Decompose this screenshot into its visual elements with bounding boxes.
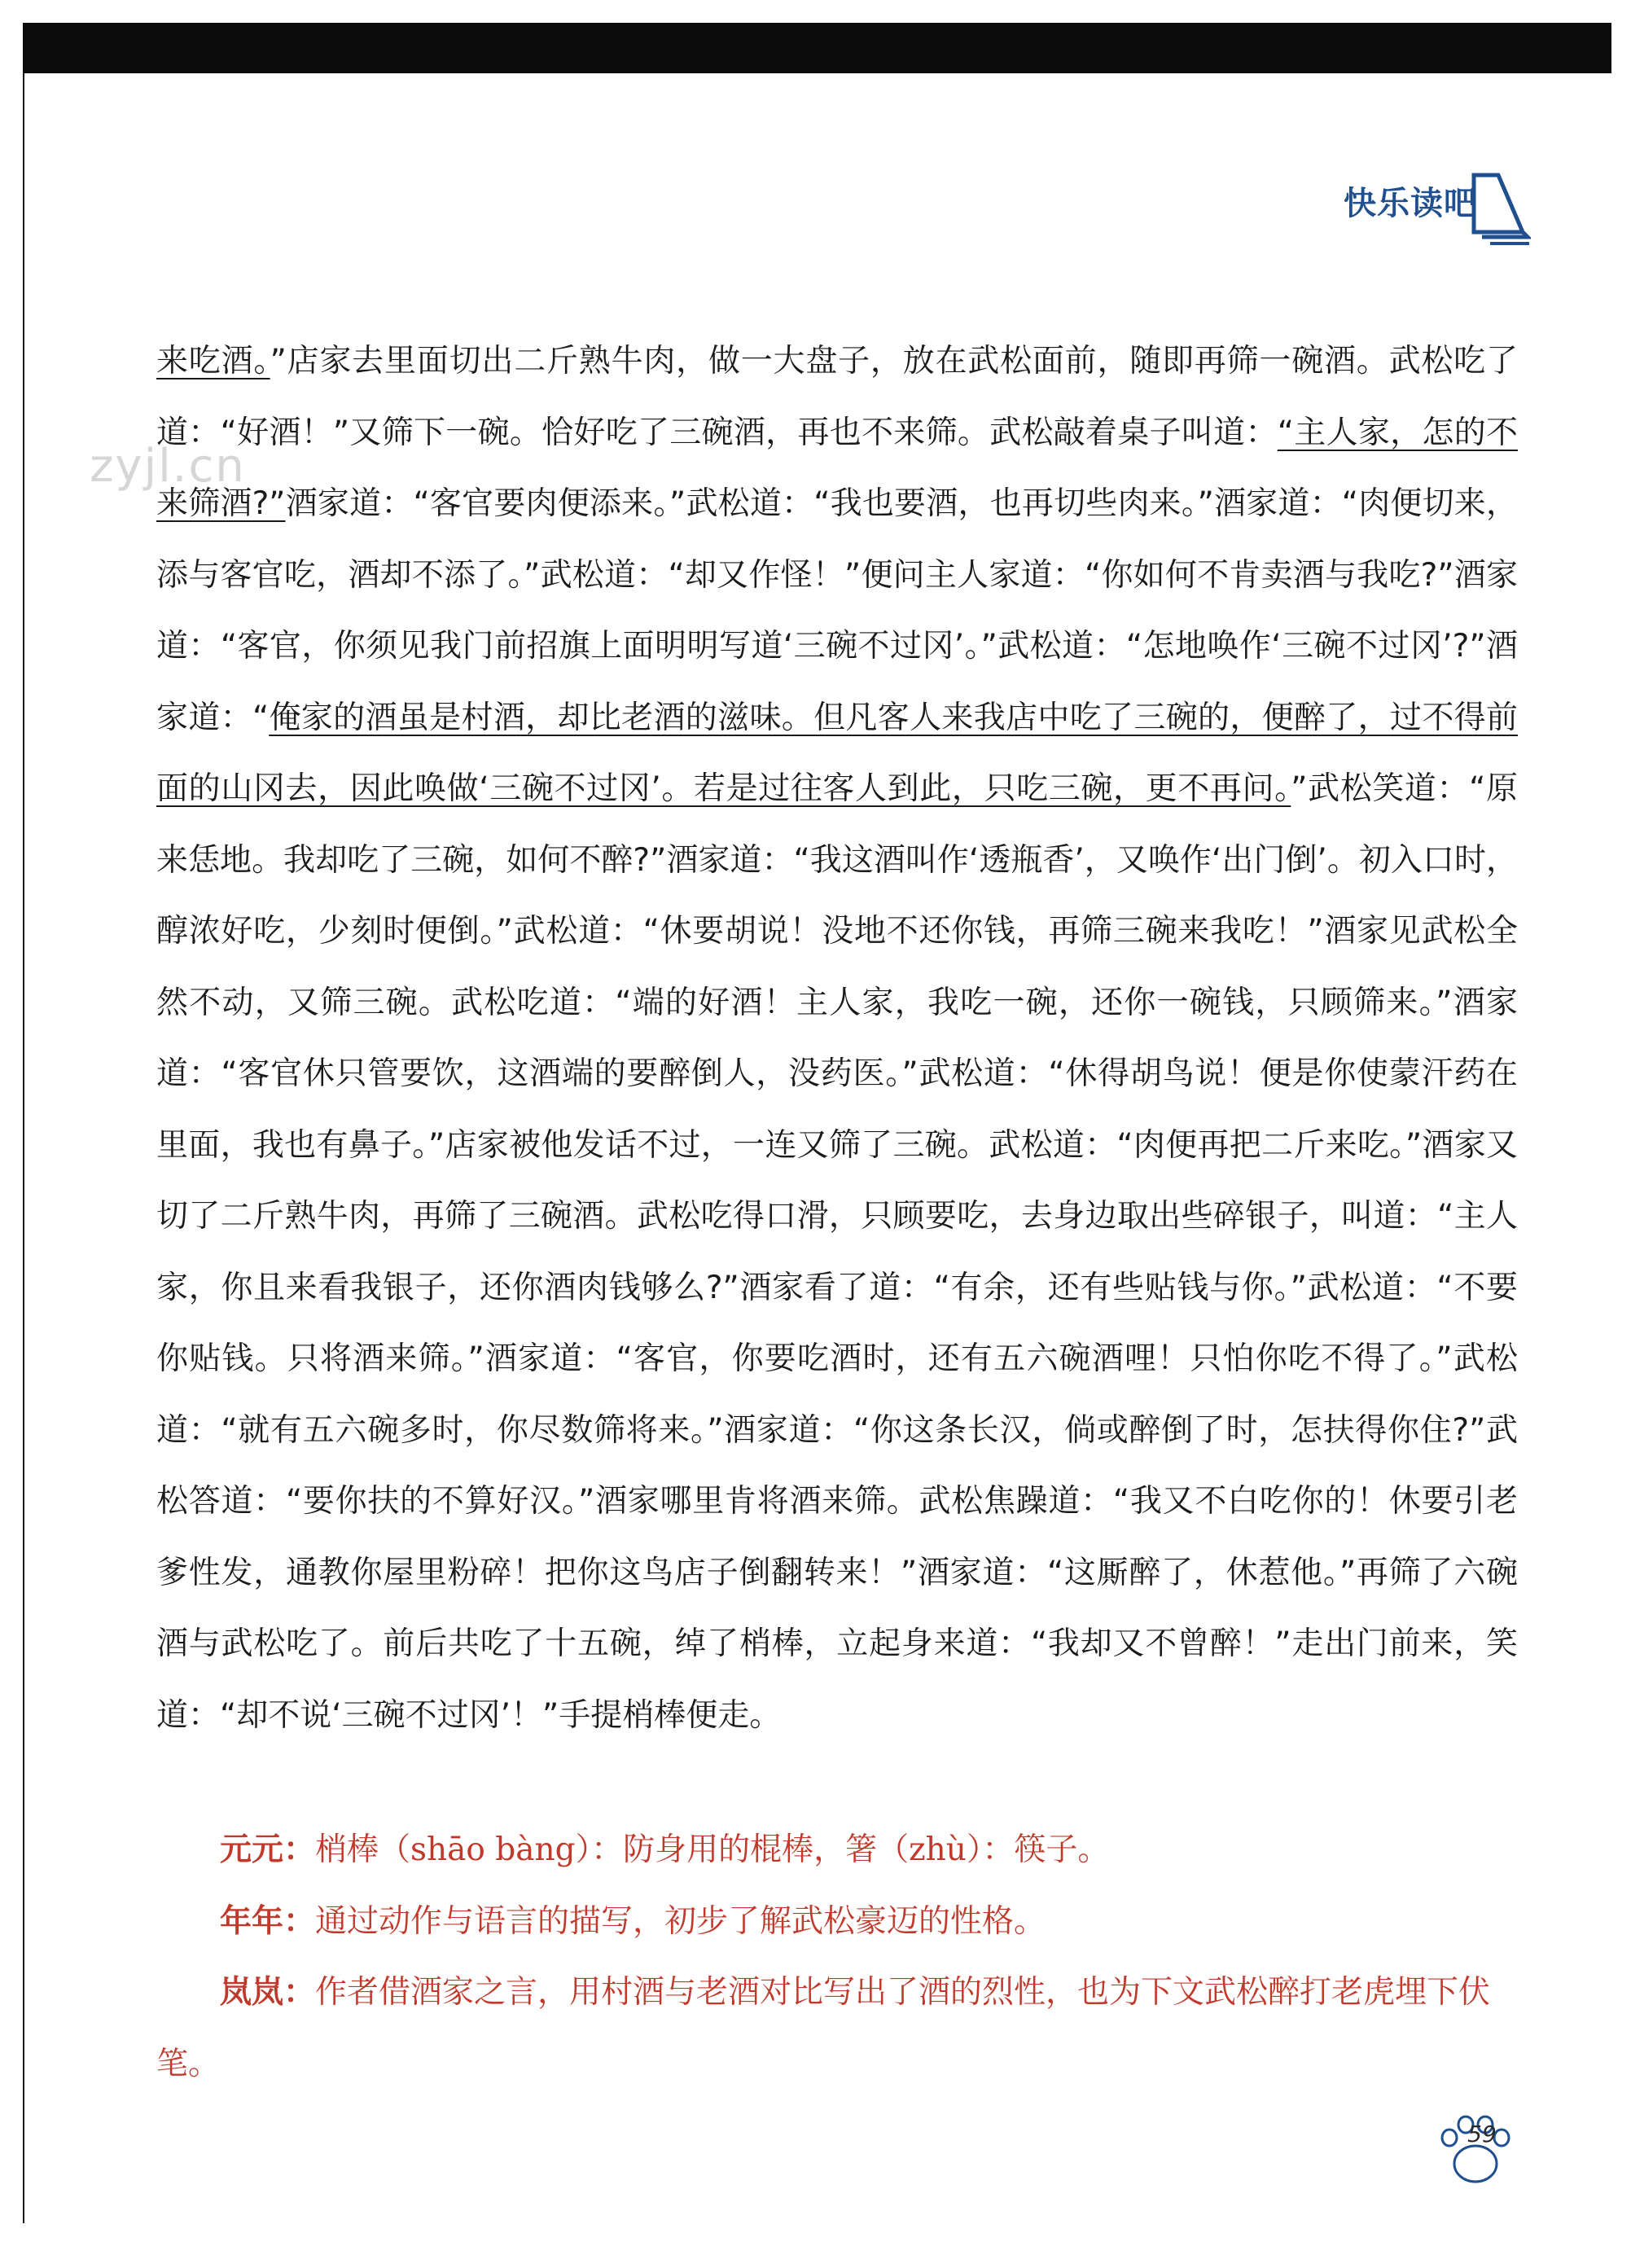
note-lanlan (156, 1957, 1518, 2099)
text-run: ”店家去里面切出二斤熟牛肉，做一大盘子，放在武松面前，随即再筛一碗酒。武松吃了道：“好酒！”又筛下一碗。恰好吃了三碗酒，再也不来筛。武松敲着桌子叫道： (156, 343, 1518, 451)
note-label: 岚岚： (220, 1974, 316, 2011)
section-title: 快乐读吧 (1344, 186, 1477, 222)
text-run: 酒家道：“客官要肉便添来。”武松道：“我也要酒，也再切些肉来。”酒家道：“肉便切来，添与客官吃，酒却不添了。”武松道：“却又作怪！”便问主人家道：“你如何不肯卖酒与我吃?”酒家道：“客官，你须见我门前招旗上面明明写道‘三碗不过冈’。”武松道：“怎地唤作‘三碗不过冈’?”酒家道：“ (156, 485, 1518, 736)
note-label: 元元： (220, 1832, 316, 1868)
underlined-passage: 俺家的酒虽是村酒，却比老酒的滋味。但凡客人来我店中吃了三碗的，便醉了，过不得前面的山冈去，因此唤做‘三碗不过冈’。若是过往客人到此，只吃三碗，更不再问。 (156, 699, 1518, 807)
note-niannian (156, 1886, 1518, 1958)
page-edge-line (23, 73, 24, 2223)
page-number: 59 (1467, 2121, 1497, 2147)
note-text: 通过动作与语言的描写，初步了解武松豪迈的性格。 (315, 1902, 1046, 1940)
book-corner-icon (1466, 167, 1531, 248)
story-paragraph (156, 326, 1518, 1751)
text-run: ”武松笑道：“原来恁地。我却吃了三碗，如何不醉?”酒家道：“我这酒叫作‘透瓶香’，又唤作‘出门倒’。初入口时，醇浓好吃，少刻时便倒。”武松道：“休要胡说！没地不还你钱，再筛三碗来我吃！”酒家见武松全然不动，又筛三碗。武松吃道：“端的好酒！主人家，我吃一碗，还你一碗钱，只顾筛来。”酒家道：“客官休只管要饮，这酒端的要醉倒人，没药医。”武松道：“休得胡鸟说！便是你使蒙汗药在里面，我也有鼻子。”店家被他发话不过，一连又筛了三碗。武松道：“肉便再把二斤来吃。”酒家又切了二斤熟牛肉，再筛了三碗酒。武松吃得口滑，只顾要吃，去身边取出些碎银子，叫道：“主人家，你且来看我银子，还你酒肉钱够么?”酒家看了道：“有余，还有些贴钱与你。”武松道：“不要你贴钱。只将酒来筛。”酒家道：“客官，你要吃酒时，还有五六碗酒哩！只怕你吃不得了。”武松道：“就有五六碗多时，你尽数筛将来。”酒家道：“你这条长汉，倘或醉倒了时，怎扶得你住?”武松答道：“要你扶的不算好汉。”酒家哪里肯将酒来筛。武松焦躁道：“我又不白吃你的！休要引老爹性发，通教你屋里粉碎！把你这鸟店子倒翻转来！”酒家道：“这厮醉了，休惹他。”再筛了六碗酒与武松吃了。前后共吃了十五碗，绰了梢棒，立起身来道：“我却又不曾醉！”走出门前来，笑道：“却不说‘三碗不过冈’！”手提梢棒便走。 (156, 770, 1518, 1734)
note-text: 梢棒（shāo bàng）：防身用的棍棒，箸（zhù）：筷子。 (315, 1832, 1110, 1868)
reader-notes (156, 1814, 1518, 2099)
underlined-phrase: “主人家，怎的不来筛酒?” (156, 414, 1518, 522)
top-black-bar (23, 23, 1611, 73)
note-yuanyuan (156, 1814, 1518, 1886)
note-label: 年年： (220, 1902, 316, 1940)
watermark: zyjl.cn (90, 440, 246, 493)
underlined-phrase: 来吃酒。 (156, 343, 270, 379)
note-text: 作者借酒家之言，用村酒与老酒对比写出了酒的烈性，也为下文武松醉打老虎埋下伏笔。 (156, 1974, 1491, 2082)
